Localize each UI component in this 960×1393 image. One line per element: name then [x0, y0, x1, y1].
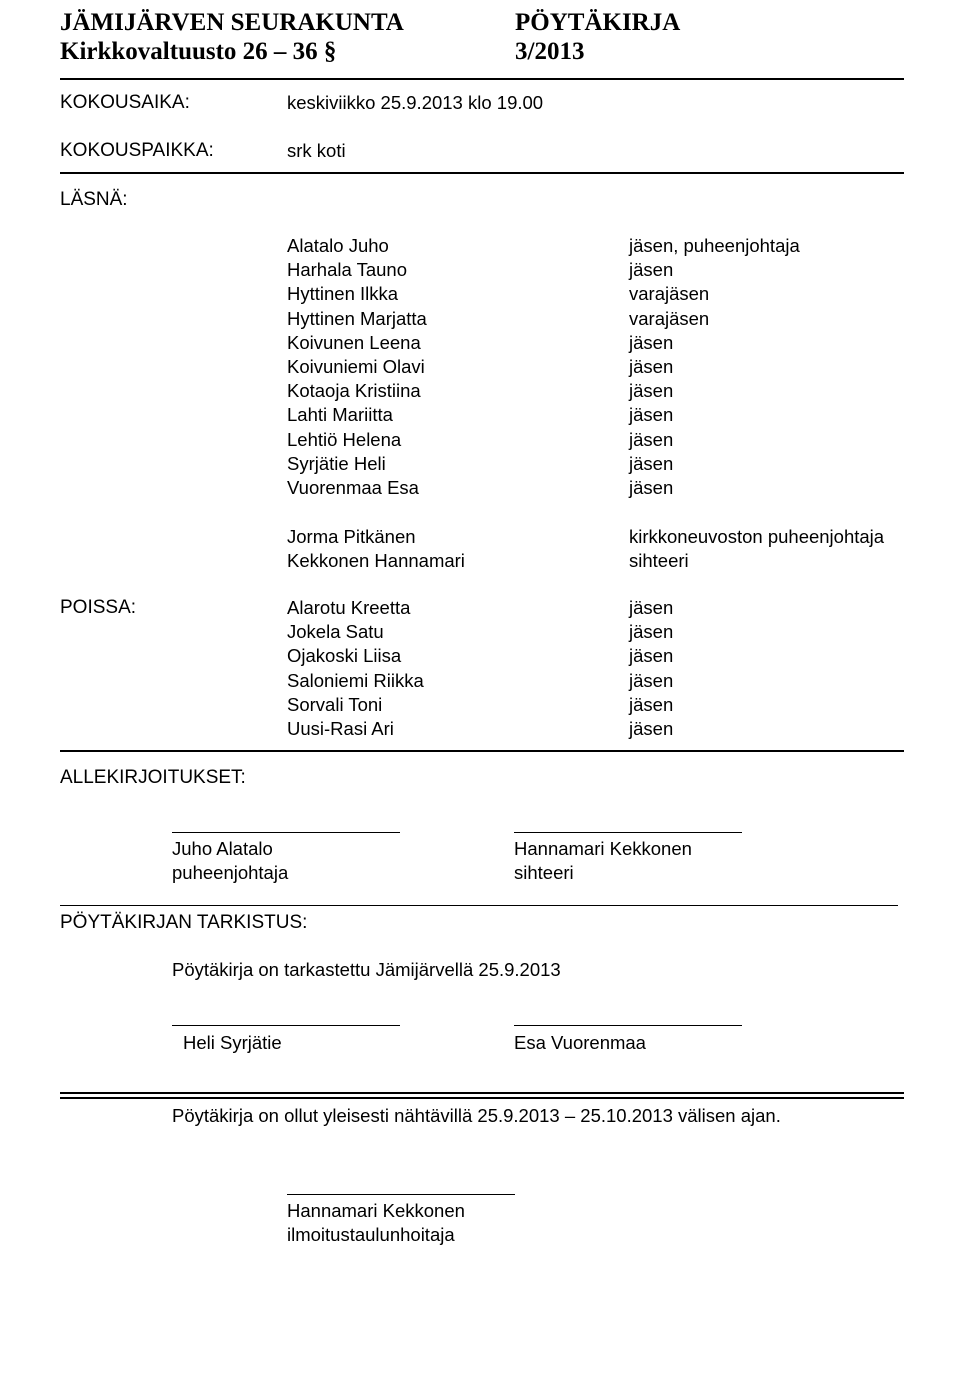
present-member-role: jäsen — [629, 404, 674, 426]
absent-member-role: jäsen — [629, 717, 674, 739]
present-others-names — [287, 525, 465, 573]
review-label: PÖYTÄKIRJAN TARKISTUS: — [60, 912, 308, 933]
present-member-role: jäsen — [629, 380, 674, 402]
organization-name: JÄMIJÄRVEN SEURAKUNTA — [60, 9, 404, 36]
review-divider-bottom — [60, 1097, 904, 1099]
absent-member-role: jäsen — [629, 645, 674, 667]
present-member-role: jäsen — [629, 331, 674, 353]
reviewer2-name: Esa Vuorenmaa — [514, 1032, 646, 1053]
present-names-list — [287, 234, 427, 500]
notice-signer-title: ilmoitustaulunhoitaja — [287, 1224, 455, 1245]
present-member-name: Harhala Tauno — [287, 259, 407, 281]
chair-title: puheenjohtaja — [172, 862, 289, 883]
signatures-label: ALLEKIRJOITUKSET: — [60, 767, 246, 788]
document-number: 3/2013 — [515, 38, 585, 65]
chair-name: Juho Alatalo — [172, 838, 273, 859]
reviewer2-signature-line — [514, 1025, 742, 1026]
present-member-name: Lehtiö Helena — [287, 428, 402, 450]
secretary-title: sihteeri — [514, 862, 574, 883]
present-member-role: jäsen — [629, 452, 674, 474]
present-others-roles — [629, 525, 884, 573]
meeting-place-label: KOKOUSPAIKKA: — [60, 140, 214, 161]
absent-member-name: Uusi-Rasi Ari — [287, 717, 394, 739]
secretary-signature-line — [514, 832, 742, 833]
signatures-divider — [60, 905, 898, 906]
absent-member-role: jäsen — [629, 597, 674, 618]
present-other-role: kirkkoneuvoston puheenjohtaja — [629, 526, 885, 547]
absent-names-list — [287, 596, 424, 741]
secretary-name: Hannamari Kekkonen — [514, 838, 692, 859]
notice-signature-line — [287, 1194, 515, 1195]
absent-member-name: Saloniemi Riikka — [287, 669, 424, 691]
absent-label: POISSA: — [60, 597, 137, 618]
absent-member-role: jäsen — [629, 669, 674, 691]
present-member-role: jäsen — [629, 476, 674, 498]
present-label: LÄSNÄ: — [60, 189, 128, 210]
present-member-role: jäsen — [629, 259, 674, 281]
meeting-time-value: keskiviikko 25.9.2013 klo 19.00 — [287, 92, 544, 113]
attendance-divider — [60, 750, 904, 752]
header-divider — [60, 78, 904, 80]
absent-member-name: Jokela Satu — [287, 621, 384, 643]
present-member-role: jäsen, puheenjohtaja — [629, 235, 800, 256]
absent-member-name: Alarotu Kreetta — [287, 597, 411, 618]
present-member-role: varajäsen — [629, 307, 710, 329]
meeting-divider — [60, 172, 904, 174]
absent-member-role: jäsen — [629, 693, 674, 715]
present-member-name: Lahti Mariitta — [287, 404, 393, 426]
present-member-role: jäsen — [629, 355, 674, 377]
notice-statement: Pöytäkirja on ollut yleisesti nähtävillä 25.9.2013 – 25.10.2013 välisen ajan. — [172, 1105, 781, 1126]
present-member-name: Kotaoja Kristiina — [287, 380, 421, 402]
meeting-time-label: KOKOUSAIKA: — [60, 92, 190, 113]
review-divider-top — [60, 1092, 904, 1094]
present-member-name: Vuorenmaa Esa — [287, 476, 419, 498]
meeting-place-value: srk koti — [287, 140, 346, 161]
absent-member-name: Sorvali Toni — [287, 693, 383, 715]
chair-signature-line — [172, 832, 400, 833]
present-roles-list — [629, 234, 800, 500]
review-statement: Pöytäkirja on tarkastettu Jämijärvellä 25.9.2013 — [172, 959, 561, 980]
document-type: PÖYTÄKIRJA — [515, 9, 681, 36]
absent-roles-list — [629, 596, 673, 741]
present-member-role: varajäsen — [629, 283, 710, 305]
reviewer1-name: Heli Syrjätie — [183, 1032, 282, 1053]
absent-member-role: jäsen — [629, 621, 674, 643]
present-other-role: sihteeri — [629, 550, 689, 572]
present-member-name: Syrjätie Heli — [287, 452, 386, 474]
present-member-name: Alatalo Juho — [287, 235, 389, 256]
body-section: Kirkkovaltuusto 26 – 36 § — [60, 38, 337, 65]
present-other-name: Kekkonen Hannamari — [287, 550, 465, 572]
present-member-name: Koivuniemi Olavi — [287, 355, 425, 377]
present-member-name: Hyttinen Marjatta — [287, 307, 427, 329]
notice-signer-name: Hannamari Kekkonen — [287, 1200, 465, 1221]
present-member-role: jäsen — [629, 428, 674, 450]
present-member-name: Hyttinen Ilkka — [287, 283, 399, 305]
reviewer1-signature-line — [172, 1025, 400, 1026]
absent-member-name: Ojakoski Liisa — [287, 645, 402, 667]
present-member-name: Koivunen Leena — [287, 331, 421, 353]
present-other-name: Jorma Pitkänen — [287, 526, 416, 547]
